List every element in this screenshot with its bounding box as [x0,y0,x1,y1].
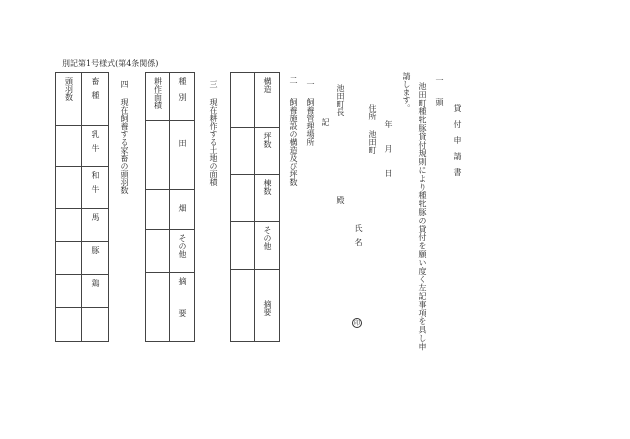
section4-header-horse: 馬 [82,209,108,242]
section2-header-count: 棟数 [255,175,279,222]
section3-title: 現在耕作する土地の面積 [209,98,218,186]
section3-header-other: その他 [170,230,194,273]
section2-header-remarks: 摘要 [263,299,272,316]
addressee: 池田町長 [336,84,345,116]
address-value: 池田町 [368,130,377,154]
seal-mark: 印 [353,320,360,327]
section2-number: 二 [289,76,298,84]
section4-cell-blank-7 [82,308,108,341]
address-label: 住所 [368,104,377,120]
ki-label: 記 [321,118,330,126]
section4-cell-row-label: 頭羽数 [56,73,82,126]
section3-header-type: 種別 [170,73,194,121]
section3-cell-blank-3 [146,230,170,273]
section3-cell-blank-4 [146,273,170,341]
section2-header-structure: 構造 [255,73,279,128]
section4-table [55,72,109,342]
section3-number: 三 [209,80,218,88]
section3-cell-blank-2 [146,190,170,229]
section2-title: 飼養施設の構造及び坪数 [289,98,298,186]
application-date: 年 月 日 [384,120,393,185]
name-label: 氏名 [354,224,363,252]
body-line-2: 請します。 [402,72,411,112]
body-line-1: 池田町種牝豚貸付規則により種牝豚の貸付を願い度く左記事項を具し申 [418,82,427,351]
section3-header-field: 畑 [170,190,194,229]
section2-header-other: その他 [255,222,279,269]
section4-header-dairy: 乳牛 [82,126,108,167]
section4-cell-blank-3 [56,209,82,242]
section4-cell-blank-1 [56,126,82,167]
section2-table [230,72,280,342]
section3-header-paddy: 田 [170,121,194,191]
section2-cell-blank-4 [231,222,255,269]
section1-number: 一 [306,80,315,88]
section4-cell-blank-6 [56,308,82,341]
section2-header-area: 坪数 [255,128,279,175]
section4-header-pig: 豚 [82,242,108,275]
section3-cell-blank-1 [146,121,170,191]
section4-title: 現在飼養する家畜の頭羽数 [120,98,129,194]
honorific: 殿 [336,196,345,204]
section1-title: 飼養管理場所 [306,98,315,146]
form-title: 貸付申請書 [453,104,462,184]
item1-number: 一 [435,76,444,84]
section4-cell-blank-4 [56,242,82,275]
section4-cell-blank-5 [56,275,82,308]
section4-header-wagyu: 和牛 [82,167,108,208]
section4-header-livestock: 畜種 [82,73,108,126]
item1-head: 頭 [435,98,444,106]
section3-table [145,72,195,342]
section3-cell-row-label: 耕作面積 [146,73,170,121]
section2-cell-blank-2 [231,128,255,175]
section3-header-remarks: 摘要 [178,277,187,341]
section4-cell-blank-2 [56,167,82,208]
section4-number: 四 [120,80,129,88]
section2-cell-blank-3 [231,175,255,222]
section2-cell-blank-5 [231,270,255,341]
section2-cell-blank-1 [231,73,255,128]
form-label: 別記第1号様式(第4条関係) [62,59,159,68]
section4-header-chicken: 鶏 [82,275,108,308]
